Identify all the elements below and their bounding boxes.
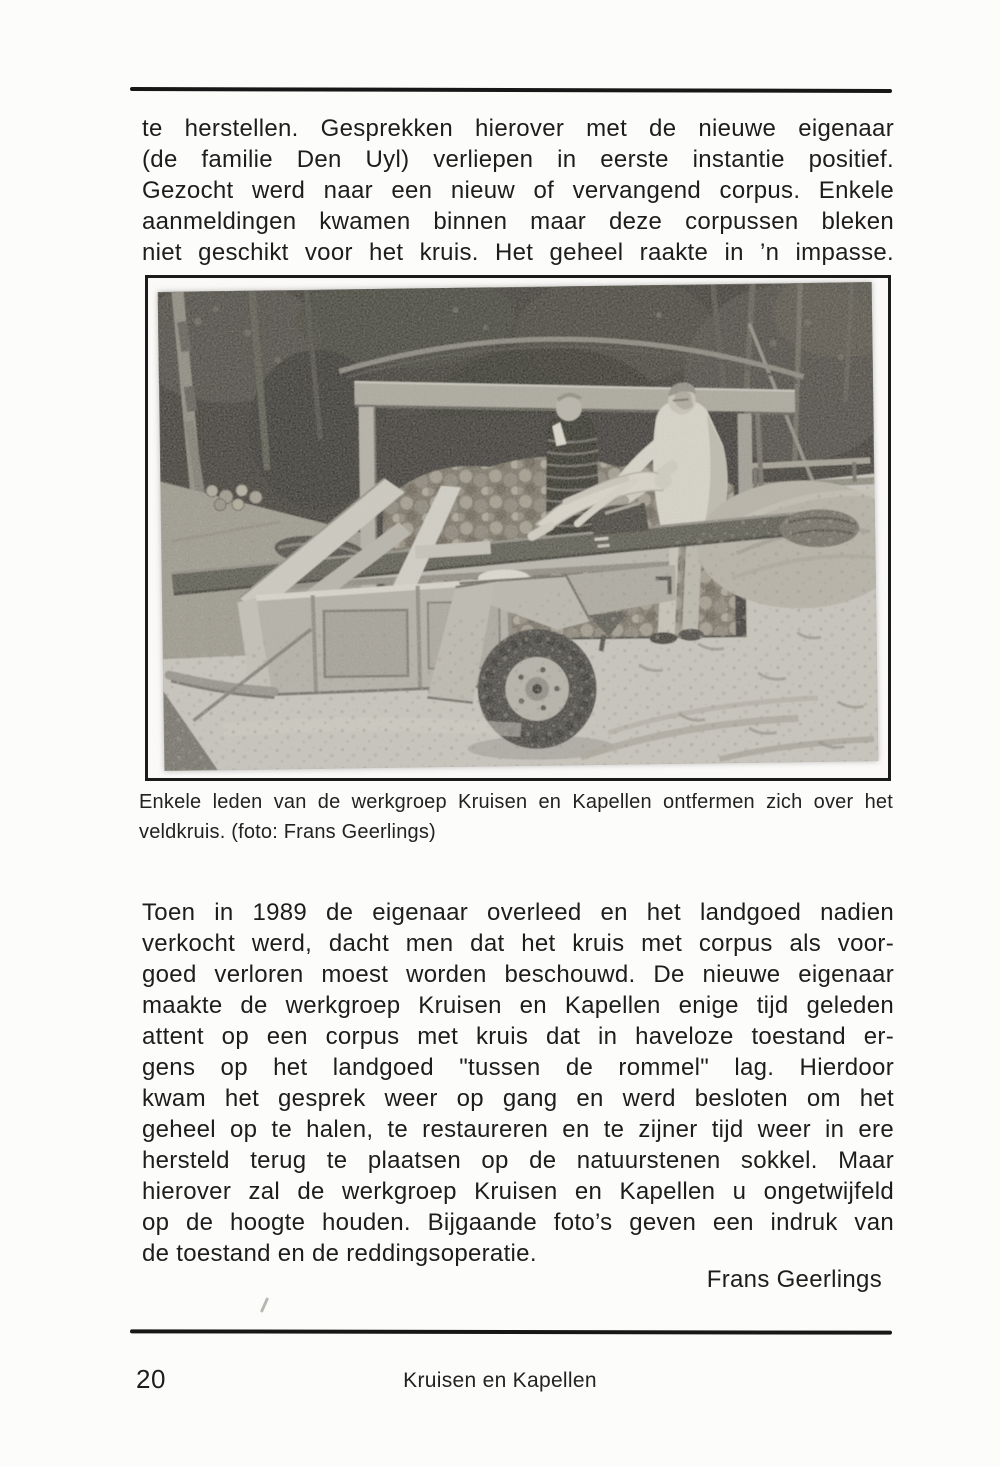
text-line: niet geschikt voor het kruis. Het geheel raakte in ’n impasse. <box>142 239 894 266</box>
bottom-rule <box>130 1329 892 1334</box>
text-line: Toen in 1989 de eigenaar overleed en het landgoed nadien <box>142 899 894 926</box>
text-line: te herstellen. Gesprekken hierover met de nieuwe eigenaar <box>142 115 894 142</box>
text-line: aanmeldingen kwamen binnen maar deze corpussen bleken <box>142 208 894 235</box>
text-line: attent op een corpus met kruis dat in haveloze toestand er- <box>142 1023 894 1050</box>
text-line: gens op het landgoed "tussen de rommel" lag. Hierdoor <box>142 1054 894 1081</box>
journal-title: Kruisen en Kapellen <box>403 1369 597 1392</box>
photo-caption <box>139 787 893 847</box>
text-line: op de hoogte houden. Bijgaande foto’s geven een indruk van <box>142 1209 894 1236</box>
text-line: verkocht werd, dacht men dat het kruis met corpus als voor- <box>142 930 894 957</box>
text-line: kwam het gesprek weer op gang en werd besloten om het <box>142 1085 894 1112</box>
text-line: Enkele leden van de werkgroep Kruisen en Kapellen ontfermen zich over het <box>139 791 893 813</box>
page-number: 20 <box>136 1364 166 1394</box>
text-line: Gezocht werd naar een nieuw of vervangend corpus. Enkele <box>142 177 894 204</box>
text-line: goed verloren moest worden beschouwd. De nieuwe eigenaar <box>142 961 894 988</box>
text-line: geheel op te halen, te restaureren en te zijner tijd weer in ere <box>142 1116 894 1143</box>
text-line: hierover zal de werkgroep Kruisen en Kapellen u ongetwijfeld <box>142 1178 894 1205</box>
top-rule <box>130 87 892 93</box>
text-line: maakte de werkgroep Kruisen en Kapellen enige tijd geleden <box>142 992 894 1019</box>
paragraph-intro <box>142 113 894 268</box>
text-line: hersteld terug te plaatsen op de natuurstenen sokkel. Maar <box>142 1147 894 1174</box>
author-signature: Frans Geerlings <box>706 1266 882 1293</box>
paragraph-main <box>142 897 894 1269</box>
text-line: veldkruis. (foto: Frans Geerlings) <box>139 821 436 843</box>
text-line: (de familie Den Uyl) verliepen in eerste instantie positief. <box>142 146 894 173</box>
text-line: de toestand en de reddingsoperatie. <box>142 1240 537 1267</box>
veldkruis-photo <box>158 282 879 771</box>
photo-frame <box>145 275 891 781</box>
scan-artifact-mark <box>260 1297 269 1313</box>
